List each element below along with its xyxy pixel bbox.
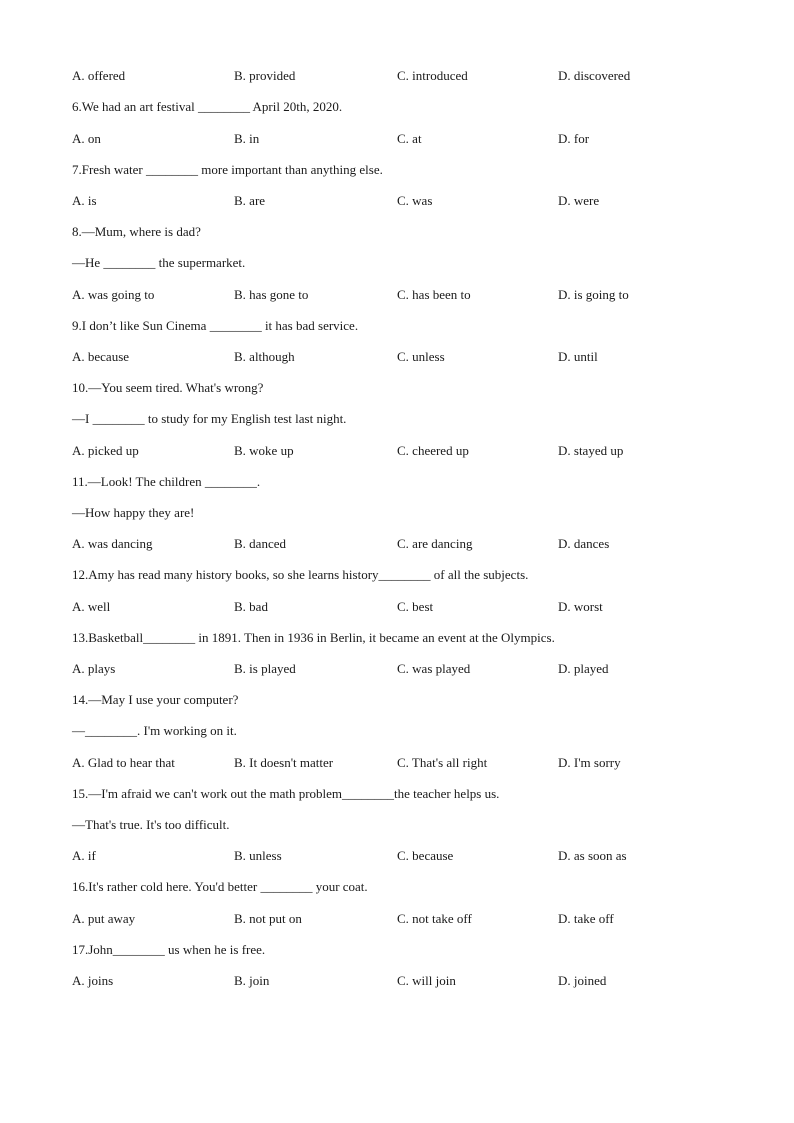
option-c[interactable]: C. That's all right: [397, 755, 488, 770]
question-line: 13.Basketball________ in 1891. Then in 1936 in Berlin, it became an event at the Olympics.: [72, 630, 555, 645]
question-line: 15.—I'm afraid we can't work out the math problem________the teacher helps us.: [72, 786, 500, 801]
option-d[interactable]: D. joined: [558, 973, 607, 988]
option-c[interactable]: C. not take off: [397, 911, 472, 926]
option-c[interactable]: C. was: [397, 193, 433, 208]
option-d[interactable]: D. dances: [558, 536, 610, 551]
option-b[interactable]: B. not put on: [234, 911, 302, 926]
options-row: [72, 661, 722, 677]
option-b[interactable]: B. danced: [234, 536, 286, 551]
option-a[interactable]: A. offered: [72, 68, 126, 83]
option-d[interactable]: D. as soon as: [558, 848, 627, 863]
option-c[interactable]: C. was played: [397, 661, 471, 676]
option-a[interactable]: A. Glad to hear that: [72, 755, 175, 770]
question-line: 9.I don’t like Sun Cinema ________ it has bad service.: [72, 318, 359, 333]
options-row: [72, 755, 722, 771]
option-a[interactable]: A. put away: [72, 911, 136, 926]
option-d[interactable]: D. until: [558, 349, 598, 364]
question-line: 17.John________ us when he is free.: [72, 942, 266, 957]
option-d[interactable]: D. were: [558, 193, 600, 208]
option-d[interactable]: D. played: [558, 661, 609, 676]
option-c[interactable]: C. because: [397, 848, 454, 863]
question-line: 8.—Mum, where is dad?: [72, 224, 201, 239]
question-line: 11.—Look! The children ________.: [72, 474, 261, 489]
option-b[interactable]: B. It doesn't matter: [234, 755, 334, 770]
option-c[interactable]: C. introduced: [397, 68, 468, 83]
option-a[interactable]: A. is: [72, 193, 97, 208]
question-line: 10.—You seem tired. What's wrong?: [72, 380, 264, 395]
option-b[interactable]: B. is played: [234, 661, 296, 676]
option-c[interactable]: C. cheered up: [397, 443, 469, 458]
option-a[interactable]: A. was going to: [72, 287, 155, 302]
option-b[interactable]: B. join: [234, 973, 270, 988]
option-b[interactable]: B. are: [234, 193, 266, 208]
option-b[interactable]: B. although: [234, 349, 295, 364]
option-a[interactable]: A. picked up: [72, 443, 139, 458]
question-line: —He ________ the supermarket.: [72, 255, 246, 270]
option-a[interactable]: A. plays: [72, 661, 116, 676]
options-row: [72, 443, 722, 459]
option-c[interactable]: C. are dancing: [397, 536, 473, 551]
option-b[interactable]: B. in: [234, 131, 260, 146]
options-row: [72, 848, 722, 864]
options-row: [72, 536, 722, 552]
question-line: 6.We had an art festival ________ April 20th, 2020.: [72, 99, 343, 114]
option-d[interactable]: D. take off: [558, 911, 614, 926]
option-b[interactable]: B. unless: [234, 848, 282, 863]
question-line: —________. I'm working on it.: [72, 723, 237, 738]
option-d[interactable]: D. discovered: [558, 68, 631, 83]
option-c[interactable]: C. best: [397, 599, 434, 614]
question-line: —How happy they are!: [72, 505, 195, 520]
options-row: [72, 68, 722, 84]
option-c[interactable]: C. at: [397, 131, 422, 146]
option-d[interactable]: D. worst: [558, 599, 603, 614]
question-line: —That's true. It's too difficult.: [72, 817, 230, 832]
options-row: [72, 287, 722, 303]
options-row: [72, 911, 722, 927]
options-row: [72, 349, 722, 365]
option-b[interactable]: B. has gone to: [234, 287, 309, 302]
option-d[interactable]: D. stayed up: [558, 443, 624, 458]
option-a[interactable]: A. on: [72, 131, 101, 146]
options-row: [72, 131, 722, 147]
option-b[interactable]: B. bad: [234, 599, 268, 614]
option-b[interactable]: B. woke up: [234, 443, 294, 458]
question-line: 14.—May I use your computer?: [72, 692, 239, 707]
option-a[interactable]: A. joins: [72, 973, 114, 988]
option-c[interactable]: C. will join: [397, 973, 456, 988]
option-a[interactable]: A. because: [72, 349, 130, 364]
option-a[interactable]: A. if: [72, 848, 96, 863]
options-row: [72, 599, 722, 615]
options-row: [72, 193, 722, 209]
options-row: [72, 973, 722, 989]
option-d[interactable]: D. I'm sorry: [558, 755, 621, 770]
option-d[interactable]: D. for: [558, 131, 590, 146]
option-d[interactable]: D. is going to: [558, 287, 629, 302]
option-a[interactable]: A. well: [72, 599, 111, 614]
option-c[interactable]: C. has been to: [397, 287, 471, 302]
question-line: —I ________ to study for my English test last night.: [72, 411, 347, 426]
question-line: 16.It's rather cold here. You'd better ________ your coat.: [72, 879, 368, 894]
option-c[interactable]: C. unless: [397, 349, 445, 364]
option-a[interactable]: A. was dancing: [72, 536, 153, 551]
question-line: 12.Amy has read many history books, so she learns history________ of all the subjects.: [72, 567, 529, 582]
question-line: 7.Fresh water ________ more important than anything else.: [72, 162, 383, 177]
option-b[interactable]: B. provided: [234, 68, 296, 83]
